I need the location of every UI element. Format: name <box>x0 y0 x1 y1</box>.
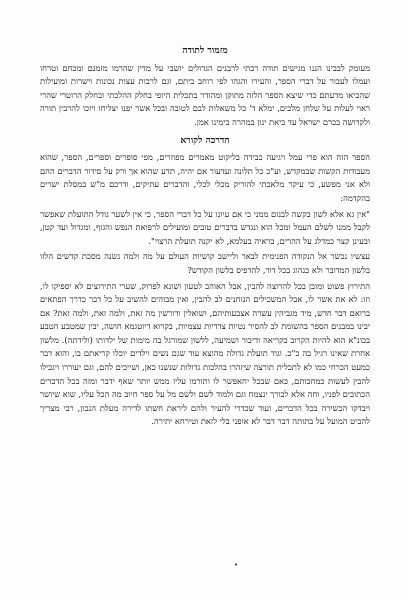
document-text <box>40 44 370 429</box>
guide-paragraph-4: התירוץ פשוט ומובן בכל להרוצה להבין, אבל האוהב לטעון ושונא לפרוק, שערי התירוצים לא יספיקו לו, וזו: לא את אשר לו, אבל המשכילים הנוחנים לב להבין, ואין מבוהים להשיב על כל דבר כדרך הפתאים ברואם דבר חדש, מיד מגביהין עשרה אצבעותיהם, ושואלין ודורשין מה זאת, ולמה זאת, ולמה זאת? אם יבינו במבנים הספר בהשומת לב להסיר נטיות צדדיות עצמיות, בקרוא דיוטגמא חושה, יבין שמטבע הטבע בכונ"א הוא להיות הקרוב בקריאה ודיבור ושמיעה, ללשון שמורגל בה מימות של ילדותו (ולידתה). מלשון אחרת שאינו רגיל בה כ"כ. וגוד תועלת גדולה מהוצא עוד שגם נשים וילדים יוכלו קריאתם בו, והוא דבר כמעט הכרחי כמו לא לתכלית תורצה שיזהרו בהלכות גדולות שנשנו כאן, ושייכים להם, וגם יעוררו ויגבילו להבין לעשות כמחכותם, כאם שבכל יחאפשר לו ותורמו עליו ממש יותר שאף ידבר ומזה בכל הדברים הכתובים לפניו, וחה אלא לבורך ינצמח וגם ולמוד לשם ולשם מל על ספר חיוב מה הכל עליו, שוא שיושר ויבדקו הכשירה בכל הדברים, ועוד שכדרי להעיר ולהם ליראת חשתו לדירה מעלת הנכון, רבי מצריך להביט המועל על בתותה דבר דבר לא אופני בלי לזאת וטירחא יתירה. <box>40 280 370 427</box>
section-title-reader-guide: הדרכה לקורא <box>180 134 230 146</box>
guide-paragraph-3: עצשיו נכשר אל הנקודה הפנימית לבאר וליישב קושיות העולם על מה ולמה נשנה מסכת קדשים הלזו בלשון המדובר ולא כנהוג בכל דור, להדפיס בלשון הקודש? <box>40 251 370 275</box>
guide-paragraph-2: "אין גא אלא לשון בקשה לבנום ממני כי אם עיונו על כל דברי הספר, כי אין לשער גודל התועלת שאפשר לקבל ממנו לשלם העמל ומכל הוא ונגדש בדברים טובים ומועילים לרפואת הנפש והגוף, ומגדול ועד קטן, ובעינן קצר כמדלג על ההרים, בראיה בעלמא, לא יקנה תועלת הרצוי". <box>40 208 370 246</box>
thanks-paragraph: מעומק לבבינו הננו מגישים תודה רבתי לרבנים הגדולים יושבי על מדין שהרמו מזמנם ומכחם וטרחו ועמלו לעבור על דברי הספר, והעירו והגהו לפי רוחב ביתם, וגם לרבות עצות נכונות וישרות ומועילות שהביאו מדעתם כדי שיצא הספר הלזה מתוקן ומהודר בתכלית היופי בחלק ההלכתי ובחלק הרוטרי שהרי ראוי לעלות על שלחן מלכים, ימלא ד' כל משאלות לבם לטובה ובכל אשר יפנו יצליחו ויזכו להרבין תורה ולקדושה בכרם ישראל עד ביאת ינון במהרה בימינו אמן. <box>40 62 370 127</box>
section-title-thanks: מזמור לתודה <box>182 45 228 56</box>
guide-paragraph-1: הספר הזה הוא פרי עמל ויגיעה כבידה בליקוט מאמרים מפוזרים, מפי סופרים וספרים, הספר, שהוא מעבודות הקשות שבמקדש, וע"כ כל תלונה ועדעור אם יהיה, תדע שהוא אך ורק על סידור הדברים ההם ולא אני מפשע, כי עיקר מלאכתי להוריק מכלי לכלי, והדברים עתיקים, ודרכם מ"ש במסלת ישרים בהקדמה: <box>40 152 370 203</box>
page-mark: • <box>234 561 239 569</box>
